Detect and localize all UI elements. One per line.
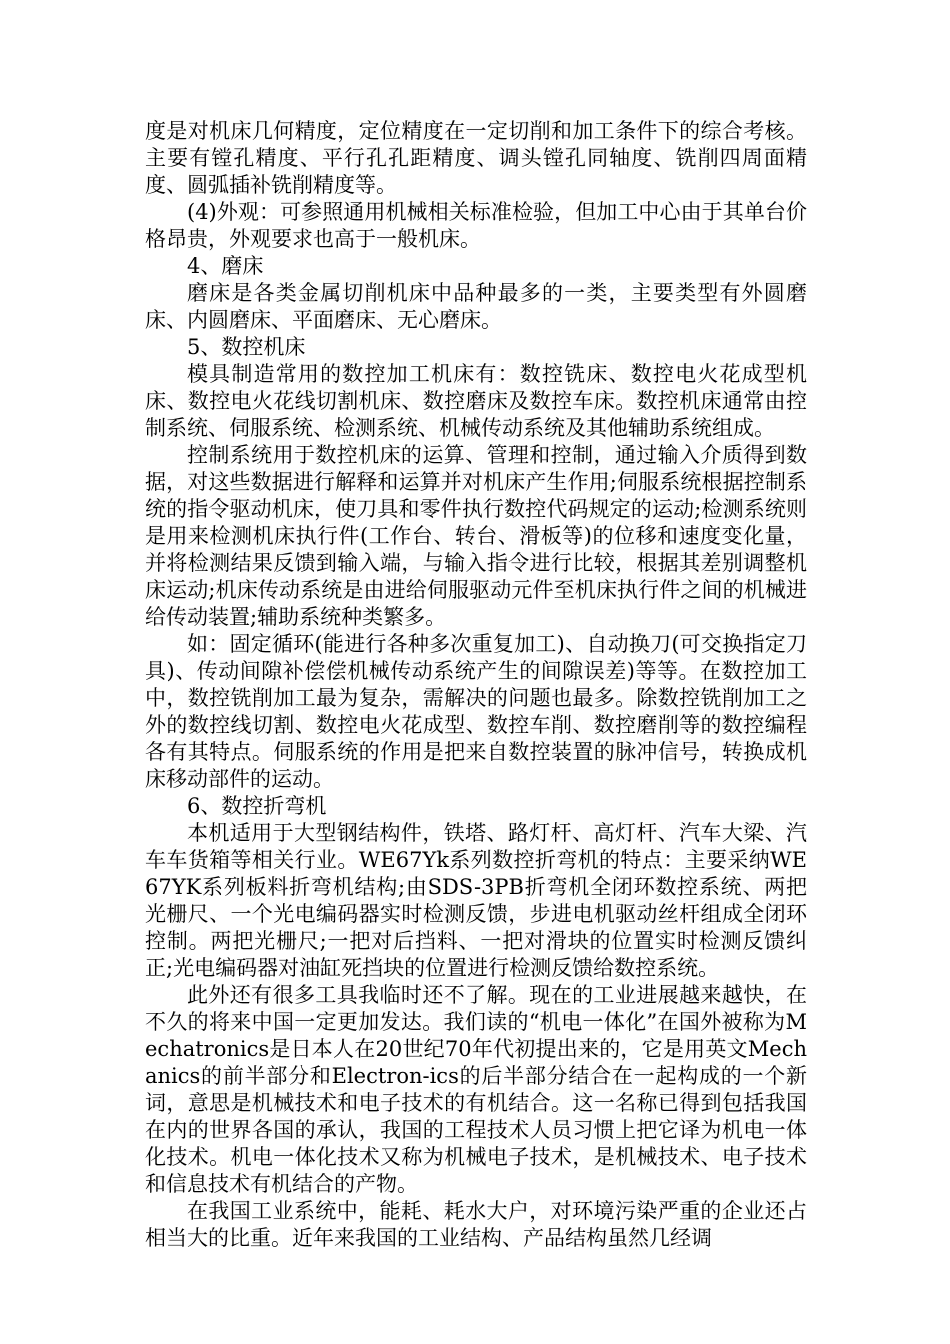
section-heading: 5、数控机床 bbox=[187, 335, 306, 359]
section-heading: 6、数控折弯机 bbox=[187, 794, 327, 818]
paragraph: 控制系统用于数控机床的运算、管理和控制，通过输入介质得到数据，对这些数据进行解释和运算并对机床产生作用;伺服系统根据控制系统的指令驱动机床，使刀具和零件执行数控代码规定的运动;检测系统则是用来检测机床执行件(工作台、转台、滑板等)的位移和速度变化量，并将检测结果反馈到输入端，与输入指令进行比较，根据其差别调整机床运动;机床传动系统是由进给伺服驱动元件至机床执行件之间的机械进给传动装置;辅助系统种类繁多。 bbox=[145, 443, 807, 629]
paragraph: (4)外观：可参照通用机械相关标准检验，但加工中心由于其单台价格昂贵，外观要求也高于一般机床。 bbox=[145, 200, 807, 251]
paragraph: 在我国工业系统中，能耗、耗水大户，对环境污染严重的企业还占相当大的比重。近年来我国的工业结构、产品结构虽然几经调 bbox=[145, 1199, 807, 1250]
paragraph: 模具制造常用的数控加工机床有：数控铣床、数控电火花成型机床、数控电火花线切割机床、数控磨床及数控车床。数控机床通常由控制系统、伺服系统、检测系统、机械传动系统及其他辅助系统组成。 bbox=[145, 362, 807, 440]
section-heading: 4、磨床 bbox=[187, 254, 264, 278]
paragraph: 此外还有很多工具我临时还不了解。现在的工业进展越来越快，在不久的将来中国一定更加发达。我们读的“机电一体化”在国外被称为Mechatronics是日本人在20世纪70年代初提出来的，它是用英文Mechanics的前半部分和Electron-ics的后半部分结合在一起构成的一个新词，意思是机械技术和电子技术的有机结合。这一名称已得到包括我国在内的世界各国的承认，我国的工程技术人员习惯上把它译为机电一体化技术。机电一体化技术又称为机械电子技术，是机械技术、电子技术和信息技术有机结合的产物。 bbox=[145, 983, 807, 1196]
paragraph: 度是对机床几何精度，定位精度在一定切削和加工条件下的综合考核。主要有镗孔精度、平行孔孔距精度、调头镗孔同轴度、铣削四周面精度、圆弧插补铣削精度等。 bbox=[145, 119, 807, 197]
paragraph: 本机适用于大型钢结构件，铁塔、路灯杆、高灯杆、汽车大梁、汽车车货箱等相关行业。WE67Yk系列数控折弯机的特点：主要采纳WE67YK系列板料折弯机结构;由SDS-3PB折弯机全闭环数控系统、两把光栅尺、一个光电编码器实时检测反馈，步进电机驱动丝杆组成全闭环控制。两把光栅尺;一把对后挡料、一把对滑块的位置实时检测反馈纠正;光电编码器对油缸死挡块的位置进行检测反馈给数控系统。 bbox=[145, 821, 807, 980]
document-page bbox=[145, 118, 807, 1252]
paragraph: 磨床是各类金属切削机床中品种最多的一类，主要类型有外圆磨床、内圆磨床、平面磨床、无心磨床。 bbox=[145, 281, 807, 332]
paragraph: 如：固定循环(能进行各种多次重复加工)、自动换刀(可交换指定刀具)、传动间隙补偿偿机械传动系统产生的间隙误差)等等。在数控加工中，数控铣削加工最为复杂，需解决的问题也最多。除数控铣削加工之外的数控线切割、数控电火花成型、数控车削、数控磨削等的数控编程各有其特点。伺服系统的作用是把来自数控装置的脉冲信号，转换成机床移动部件的运动。 bbox=[145, 632, 807, 791]
